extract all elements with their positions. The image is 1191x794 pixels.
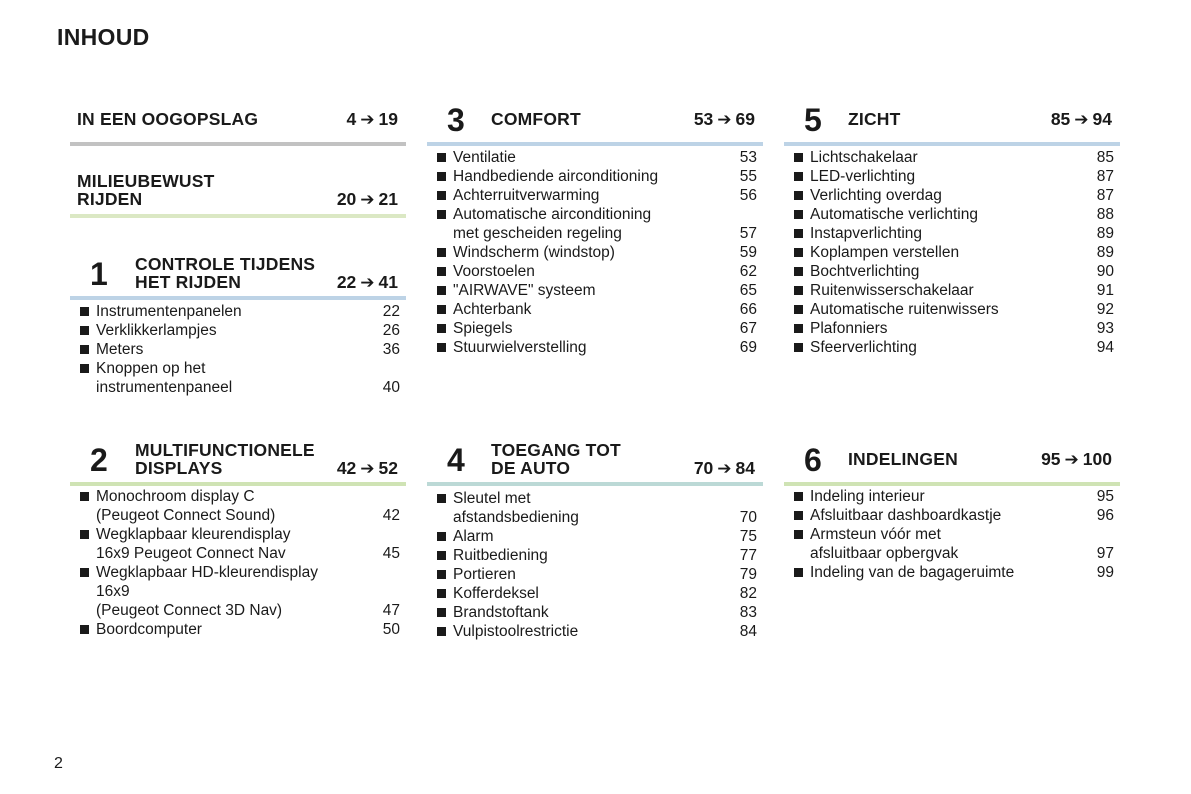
toc-entry-label: Wegklapbaar HD-kleurendisplay 16x9 (Peugeot Connect 3D Nav) xyxy=(96,564,318,619)
square-bullet-icon xyxy=(427,205,453,243)
square-bullet-icon xyxy=(784,525,810,563)
toc-entry-label: Alarm xyxy=(453,528,494,545)
toc-entry-page: 79 xyxy=(739,566,757,583)
section-number: 4 xyxy=(447,442,465,478)
section-items xyxy=(784,487,1120,582)
arrow-right-icon: ➔ xyxy=(360,110,375,129)
toc-entry[interactable] xyxy=(70,620,406,639)
toc-entry-label: Automatische airconditioning met gescheiden regeling xyxy=(453,206,652,242)
square-bullet-icon xyxy=(427,338,453,357)
toc-entry-page: 91 xyxy=(1096,282,1114,299)
toc-entry-page: 94 xyxy=(1096,339,1114,356)
square-bullet-icon xyxy=(784,281,810,300)
section-divider xyxy=(70,482,406,486)
section-divider xyxy=(784,482,1120,486)
arrow-right-icon: ➔ xyxy=(717,110,732,129)
range-to: 84 xyxy=(735,458,755,478)
toc-entry[interactable] xyxy=(427,167,763,186)
toc-entry-label: "AIRWAVE" systeem xyxy=(453,282,596,299)
toc-entry[interactable] xyxy=(784,281,1120,300)
section-number: 6 xyxy=(804,442,822,478)
toc-entry[interactable] xyxy=(427,584,763,603)
toc-entry[interactable] xyxy=(427,603,763,622)
toc-entry-label: Brandstoftank xyxy=(453,604,549,621)
toc-entry[interactable] xyxy=(427,300,763,319)
toc-entry-label: Lichtschakelaar xyxy=(810,149,918,166)
toc-entry[interactable] xyxy=(70,525,406,563)
toc-entry-page: 88 xyxy=(1096,206,1114,223)
toc-entry[interactable] xyxy=(784,506,1120,525)
toc-entry[interactable] xyxy=(427,243,763,262)
range-from: 42 xyxy=(336,458,357,478)
section-2 xyxy=(70,440,406,640)
toc-entry-page: 90 xyxy=(1096,263,1114,280)
toc-entry-label: Achterbank xyxy=(453,301,532,318)
square-bullet-icon xyxy=(427,603,453,622)
toc-entry[interactable] xyxy=(427,622,763,641)
square-bullet-icon xyxy=(427,167,453,186)
toc-entry-page: 53 xyxy=(739,149,757,166)
toc-entry-label: Armsteun vóór met afsluitbaar opbergvak xyxy=(810,526,959,562)
range-to: 41 xyxy=(378,272,398,292)
toc-entry-page: 62 xyxy=(739,263,757,280)
square-bullet-icon xyxy=(784,186,810,205)
toc-entry-page: 69 xyxy=(739,339,757,356)
toc-entry-page: 96 xyxy=(1096,507,1114,524)
toc-entry-page: 87 xyxy=(1096,168,1114,185)
toc-entry-label: Monochroom display C (Peugeot Connect Sound) xyxy=(96,488,276,524)
toc-entry[interactable] xyxy=(70,563,406,620)
toc-entry-label: Koplampen verstellen xyxy=(810,244,960,261)
toc-entry-label: Spiegels xyxy=(453,320,513,337)
toc-entry-page: 70 xyxy=(739,509,757,526)
section-number: 5 xyxy=(804,102,822,138)
toc-entry-label: Wegklapbaar kleurendisplay 16x9 Peugeot Connect Nav xyxy=(96,526,291,562)
section-oogopslag[interactable] xyxy=(70,108,406,148)
square-bullet-icon xyxy=(70,620,96,639)
section-items xyxy=(784,148,1120,357)
toc-entry-page: 87 xyxy=(1096,187,1114,204)
range-to: 52 xyxy=(378,458,398,478)
toc-entry-page: 67 xyxy=(739,320,757,337)
range-from: 85 xyxy=(1050,109,1071,129)
square-bullet-icon xyxy=(427,148,453,167)
toc-entry-label: Handbediende airconditioning xyxy=(453,168,659,185)
toc-entry-label: Verlichting overdag xyxy=(810,187,942,204)
toc-entry-page: 42 xyxy=(382,507,400,524)
square-bullet-icon xyxy=(784,506,810,525)
square-bullet-icon xyxy=(784,487,810,506)
toc-entry-page: 55 xyxy=(739,168,757,185)
arrow-right-icon: ➔ xyxy=(360,273,375,292)
square-bullet-icon xyxy=(70,302,96,321)
toc-entry-label: Verklikkerlampjes xyxy=(96,322,217,339)
section-items xyxy=(427,148,763,357)
toc-entry[interactable] xyxy=(784,167,1120,186)
toc-entry[interactable] xyxy=(784,563,1120,582)
toc-entry[interactable] xyxy=(427,489,763,527)
toc-entry[interactable] xyxy=(70,321,406,340)
toc-entry-page: 89 xyxy=(1096,244,1114,261)
section-title[interactable]: MULTIFUNCTIONELE DISPLAYS xyxy=(135,440,315,478)
toc-entry-page: 36 xyxy=(382,341,400,358)
square-bullet-icon xyxy=(784,300,810,319)
section-divider xyxy=(427,142,763,146)
toc-entry[interactable] xyxy=(427,527,763,546)
range-from: 95 xyxy=(1041,449,1061,469)
section-title: MILIEUBEWUST RIJDEN xyxy=(77,171,215,209)
square-bullet-icon xyxy=(784,205,810,224)
section-divider xyxy=(784,142,1120,146)
page-range xyxy=(694,110,755,129)
toc-entry[interactable] xyxy=(427,205,763,243)
range-from: 70 xyxy=(693,458,714,478)
toc-entry-label: Instrumentenpanelen xyxy=(96,303,242,320)
toc-entry-label: LED-verlichting xyxy=(810,168,916,185)
toc-entry-label: Vulpistoolrestrictie xyxy=(453,623,579,640)
section-title[interactable]: TOEGANG TOT DE AUTO xyxy=(491,440,621,478)
toc-entry[interactable] xyxy=(70,487,406,525)
arrow-right-icon: ➔ xyxy=(360,459,375,478)
square-bullet-icon xyxy=(784,319,810,338)
toc-entry-label: Ruitbediening xyxy=(453,547,548,564)
section-divider xyxy=(70,142,406,146)
range-from: 20 xyxy=(336,189,357,209)
square-bullet-icon xyxy=(427,243,453,262)
toc-entry-page: 99 xyxy=(1096,564,1114,581)
page-range xyxy=(1041,450,1112,469)
arrow-right-icon: ➔ xyxy=(717,459,732,478)
square-bullet-icon xyxy=(784,167,810,186)
toc-entry[interactable] xyxy=(427,565,763,584)
toc-entry-page: 89 xyxy=(1096,225,1114,242)
section-3 xyxy=(427,100,763,365)
section-divider xyxy=(427,482,763,486)
square-bullet-icon xyxy=(70,321,96,340)
section-title[interactable]: COMFORT xyxy=(491,109,581,129)
toc-entry-label: Plafonniers xyxy=(810,320,888,337)
square-bullet-icon xyxy=(784,148,810,167)
section-number: 3 xyxy=(447,102,465,138)
toc-entry[interactable] xyxy=(784,338,1120,357)
square-bullet-icon xyxy=(784,338,810,357)
section-items xyxy=(427,489,763,641)
section-6 xyxy=(784,440,1120,590)
section-milieubewust[interactable] xyxy=(70,172,406,220)
toc-entry[interactable] xyxy=(427,281,763,300)
toc-entry[interactable] xyxy=(784,148,1120,167)
toc-entry-label: Meters xyxy=(96,341,144,358)
page-range xyxy=(1051,110,1112,129)
toc-entry-page: 82 xyxy=(739,585,757,602)
toc-entry[interactable] xyxy=(784,262,1120,281)
page-range xyxy=(347,110,398,129)
toc-entry-page: 84 xyxy=(739,623,757,640)
section-divider xyxy=(70,296,406,300)
square-bullet-icon xyxy=(427,262,453,281)
square-bullet-icon xyxy=(427,527,453,546)
square-bullet-icon xyxy=(427,584,453,603)
section-items xyxy=(70,487,406,639)
toc-entry-label: Sfeerverlichting xyxy=(810,339,917,356)
toc-entry-label: Bochtverlichting xyxy=(810,263,920,280)
toc-entry-label: Windscherm (windstop) xyxy=(453,244,615,261)
page-number: 2 xyxy=(54,755,63,772)
square-bullet-icon xyxy=(427,489,453,527)
toc-entry[interactable] xyxy=(70,359,406,397)
square-bullet-icon xyxy=(784,563,810,582)
toc-entry[interactable] xyxy=(427,262,763,281)
toc-entry[interactable] xyxy=(70,340,406,359)
square-bullet-icon xyxy=(70,487,96,525)
toc-entry-label: Stuurwielverstelling xyxy=(453,339,587,356)
square-bullet-icon xyxy=(427,622,453,641)
section-items xyxy=(70,302,406,397)
toc-entry[interactable] xyxy=(784,224,1120,243)
toc-entry-page: 93 xyxy=(1096,320,1114,337)
toc-entry-label: Kofferdeksel xyxy=(453,585,539,602)
toc-entry[interactable] xyxy=(427,546,763,565)
toc-entry-page: 77 xyxy=(739,547,757,564)
range-to: 69 xyxy=(735,109,755,129)
toc-entry[interactable] xyxy=(427,319,763,338)
square-bullet-icon xyxy=(70,563,96,620)
section-number: 2 xyxy=(90,442,108,478)
section-4 xyxy=(427,440,763,645)
square-bullet-icon xyxy=(427,319,453,338)
section-number: 1 xyxy=(90,256,108,292)
square-bullet-icon xyxy=(427,281,453,300)
toc-entry-page: 59 xyxy=(739,244,757,261)
toc-entry-page: 65 xyxy=(739,282,757,299)
page-range xyxy=(337,190,398,209)
range-to: 21 xyxy=(378,189,398,209)
range-to: 100 xyxy=(1082,449,1112,469)
page-range xyxy=(337,459,398,478)
toc-entry-label: Afsluitbaar dashboardkastje xyxy=(810,507,1002,524)
toc-entry-label: Boordcomputer xyxy=(96,621,202,638)
toc-entry-page: 85 xyxy=(1096,149,1114,166)
toc-entry[interactable] xyxy=(784,243,1120,262)
toc-entry-page: 92 xyxy=(1096,301,1114,318)
square-bullet-icon xyxy=(784,243,810,262)
toc-entry[interactable] xyxy=(784,300,1120,319)
toc-entry-label: Ruitenwisserschakelaar xyxy=(810,282,974,299)
toc-entry[interactable] xyxy=(784,525,1120,563)
arrow-right-icon: ➔ xyxy=(1064,450,1079,469)
section-divider xyxy=(70,214,406,218)
toc-entry-label: Achterruitverwarming xyxy=(453,187,600,204)
toc-entry-page: 50 xyxy=(382,621,400,638)
square-bullet-icon xyxy=(70,340,96,359)
arrow-right-icon: ➔ xyxy=(1074,110,1089,129)
range-from: 22 xyxy=(336,272,357,292)
range-from: 4 xyxy=(346,109,357,129)
range-from: 53 xyxy=(693,109,714,129)
toc-entry-page: 56 xyxy=(739,187,757,204)
section-title[interactable]: ZICHT xyxy=(848,109,901,129)
section-title: IN EEN OOGOPSLAG xyxy=(77,109,259,129)
toc-entry-page: 57 xyxy=(739,225,757,242)
toc-entry-label: Knoppen op het instrumentenpaneel xyxy=(96,360,233,396)
toc-entry[interactable] xyxy=(784,186,1120,205)
toc-entry-page: 26 xyxy=(382,322,400,339)
square-bullet-icon xyxy=(784,262,810,281)
toc-entry-label: Automatische ruitenwissers xyxy=(810,301,999,318)
section-1 xyxy=(70,254,406,399)
range-to: 19 xyxy=(378,109,398,129)
page-range xyxy=(694,459,755,478)
toc-entry[interactable] xyxy=(427,148,763,167)
toc-entry-label: Portieren xyxy=(453,566,516,583)
toc-entry-label: Voorstoelen xyxy=(453,263,535,280)
toc-entry-page: 47 xyxy=(382,602,400,619)
section-title[interactable]: INDELINGEN xyxy=(848,449,958,469)
square-bullet-icon xyxy=(70,525,96,563)
range-to: 94 xyxy=(1092,109,1112,129)
toc-entry[interactable] xyxy=(784,487,1120,506)
page-range xyxy=(337,273,398,292)
toc-entry[interactable] xyxy=(70,302,406,321)
square-bullet-icon xyxy=(427,546,453,565)
toc-entry-page: 22 xyxy=(382,303,400,320)
arrow-right-icon: ➔ xyxy=(360,190,375,209)
section-title[interactable]: CONTROLE TIJDENS HET RIJDEN xyxy=(135,254,316,292)
toc-entry-label: Ventilatie xyxy=(453,149,516,166)
square-bullet-icon xyxy=(427,300,453,319)
toc-entry-label: Automatische verlichting xyxy=(810,206,978,223)
square-bullet-icon xyxy=(784,224,810,243)
square-bullet-icon xyxy=(427,565,453,584)
toc-entry[interactable] xyxy=(427,338,763,357)
toc-entry-label: Sleutel met afstandsbediening xyxy=(453,490,579,526)
page-title: INHOUD xyxy=(57,24,150,50)
toc-entry[interactable] xyxy=(427,186,763,205)
toc-entry-label: Indeling interieur xyxy=(810,488,925,505)
toc-entry-page: 66 xyxy=(739,301,757,318)
toc-entry[interactable] xyxy=(784,205,1120,224)
toc-entry-page: 40 xyxy=(382,379,400,396)
toc-entry-page: 95 xyxy=(1096,488,1114,505)
toc-entry-label: Indeling van de bagageruimte xyxy=(810,564,1015,581)
section-5 xyxy=(784,100,1120,365)
toc-entry-label: Instapverlichting xyxy=(810,225,923,242)
toc-entry-page: 45 xyxy=(382,545,400,562)
toc-entry-page: 75 xyxy=(739,528,757,545)
toc-entry-page: 83 xyxy=(739,604,757,621)
toc-entry-page: 97 xyxy=(1096,545,1114,562)
toc-entry[interactable] xyxy=(784,319,1120,338)
square-bullet-icon xyxy=(70,359,96,397)
square-bullet-icon xyxy=(427,186,453,205)
